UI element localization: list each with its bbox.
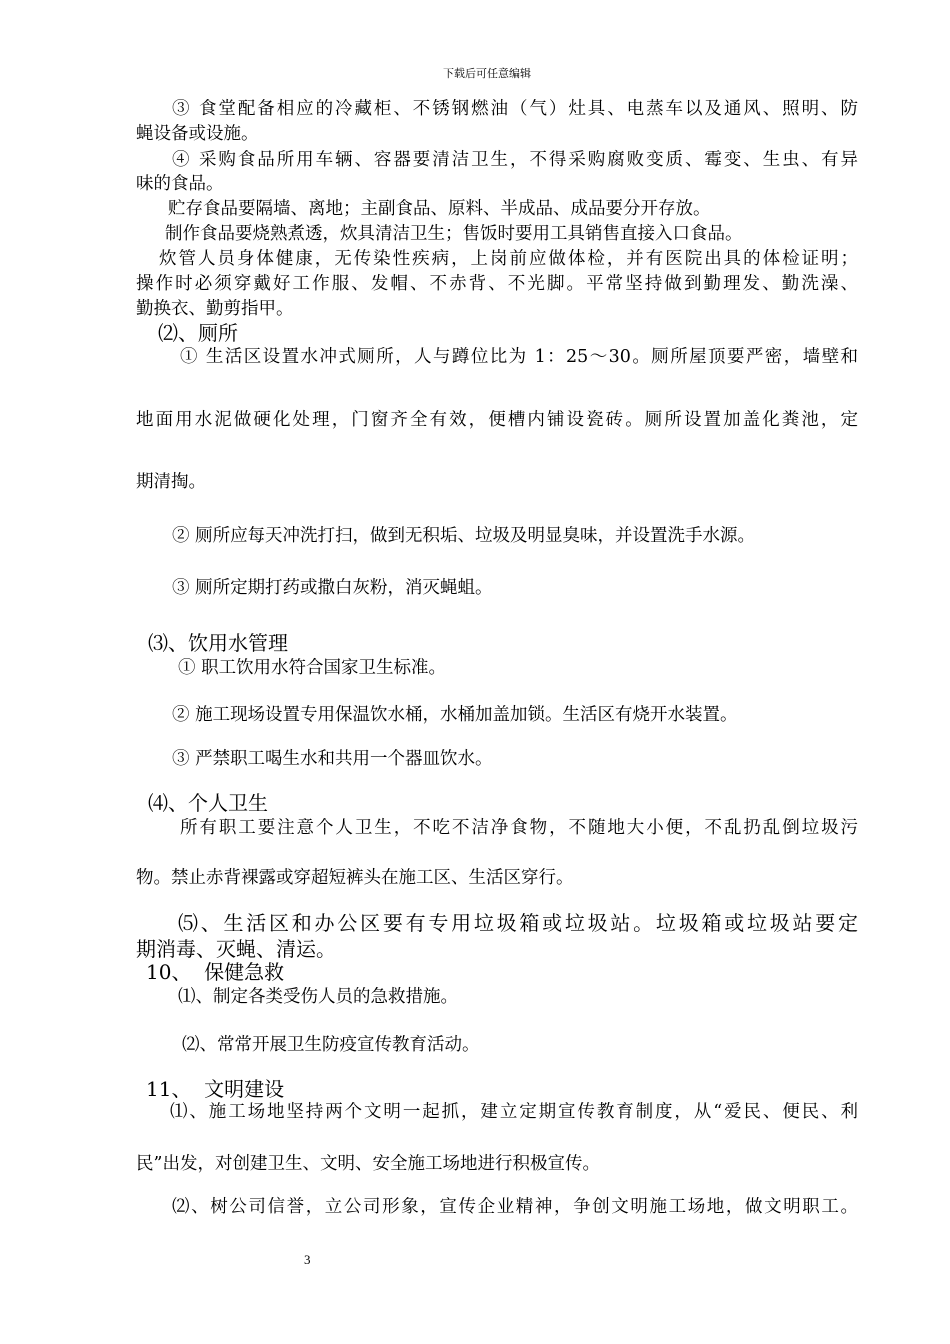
section-heading-first-aid: 10、 保健急救 (146, 960, 285, 984)
paragraph-line: 物。禁止赤背裸露或穿超短裤头在施工区、生活区穿行。 (136, 868, 574, 888)
paragraph-line: 味的食品。 (136, 174, 224, 194)
paragraph-line: ⑴、施工场地坚持两个文明一起抓，建立定期宣传教育制度，从“爱民、便民、利 (170, 1102, 858, 1122)
page-number: 3 (304, 1252, 311, 1267)
paragraph-line: 所有职工要注意个人卫生，不吃不洁净食物，不随地大小便，不乱扔乱倒垃圾污 (180, 818, 858, 838)
paragraph-line: 制作食品要烧熟煮透，炊具清洁卫生；售饭时要用工具销售直接入口食品。 (165, 224, 743, 244)
paragraph-line: ④ 采购食品所用车辆、容器要清洁卫生，不得采购腐败变质、霉变、生虫、有异 (172, 150, 858, 170)
paragraph-line: ② 厕所应每天冲洗打扫，做到无积垢、垃圾及明显臭味，并设置洗手水源。 (172, 526, 756, 546)
paragraph-line: ⑴、制定各类受伤人员的急救措施。 (178, 987, 458, 1007)
paragraph-line: ⑸、生活区和办公区要有专用垃圾箱或垃圾站。垃圾箱或垃圾站要定 (178, 911, 858, 935)
paragraph-line: 勤换衣、勤剪指甲。 (136, 299, 294, 319)
paragraph-line: ③ 食堂配备相应的冷藏柜、不锈钢燃油（气）灶具、电蒸车以及通风、照明、防 (172, 99, 858, 119)
paragraph-line: ① 职工饮用水符合国家卫生标准。 (178, 658, 447, 678)
paragraph-line: 蝇设备或设施。 (136, 124, 259, 144)
paragraph-line: ② 施工现场设置专用保温饮水桶，水桶加盖加锁。生活区有烧开水装置。 (172, 705, 738, 725)
paragraph-line: ⑵、常常开展卫生防疫宣传教育活动。 (182, 1035, 480, 1055)
paragraph-line: ⑵、树公司信誉，立公司形象，宣传企业精神，争创文明施工场地，做文明职工。 (172, 1197, 858, 1217)
paragraph-line: ③ 严禁职工喝生水和共用一个器皿饮水。 (172, 749, 493, 769)
paragraph-line: 贮存食品要隔墙、离地；主副食品、原料、半成品、成品要分开存放。 (168, 199, 711, 219)
section-heading-drinking-water: ⑶、饮用水管理 (148, 631, 288, 655)
paragraph-line: 期清掏。 (136, 472, 206, 492)
paragraph-line: 地面用水泥做硬化处理，门窗齐全有效，便槽内铺设瓷砖。厕所设置加盖化粪池，定 (136, 410, 858, 430)
paragraph-line: 民”出发，对创建卫生、文明、安全施工场地进行积极宣传。 (136, 1154, 600, 1174)
paragraph-line: 操作时必须穿戴好工作服、发帽、不赤背、不光脚。平常坚持做到勤理发、勤洗澡、 (136, 274, 858, 294)
paragraph-line: ① 生活区设置水冲式厕所，人与蹲位比为 1：25～30。厕所屋顶要严密，墙壁和 (180, 347, 858, 367)
section-heading-civilization: 11、 文明建设 (146, 1077, 285, 1101)
section-heading-toilet: ⑵、厕所 (158, 321, 238, 345)
page-header: 下载后可任意编辑 (443, 67, 531, 80)
paragraph-line: 炊管人员身体健康，无传染性疾病，上岗前应做体检，并有医院出具的体检证明； (159, 249, 858, 269)
paragraph-line: 期消毒、灭蝇、清运。 (136, 937, 336, 961)
section-heading-personal-hygiene: ⑷、个人卫生 (148, 791, 268, 815)
paragraph-line: ③ 厕所定期打药或撒白灰粉，消灭蝇蛆。 (172, 578, 493, 598)
